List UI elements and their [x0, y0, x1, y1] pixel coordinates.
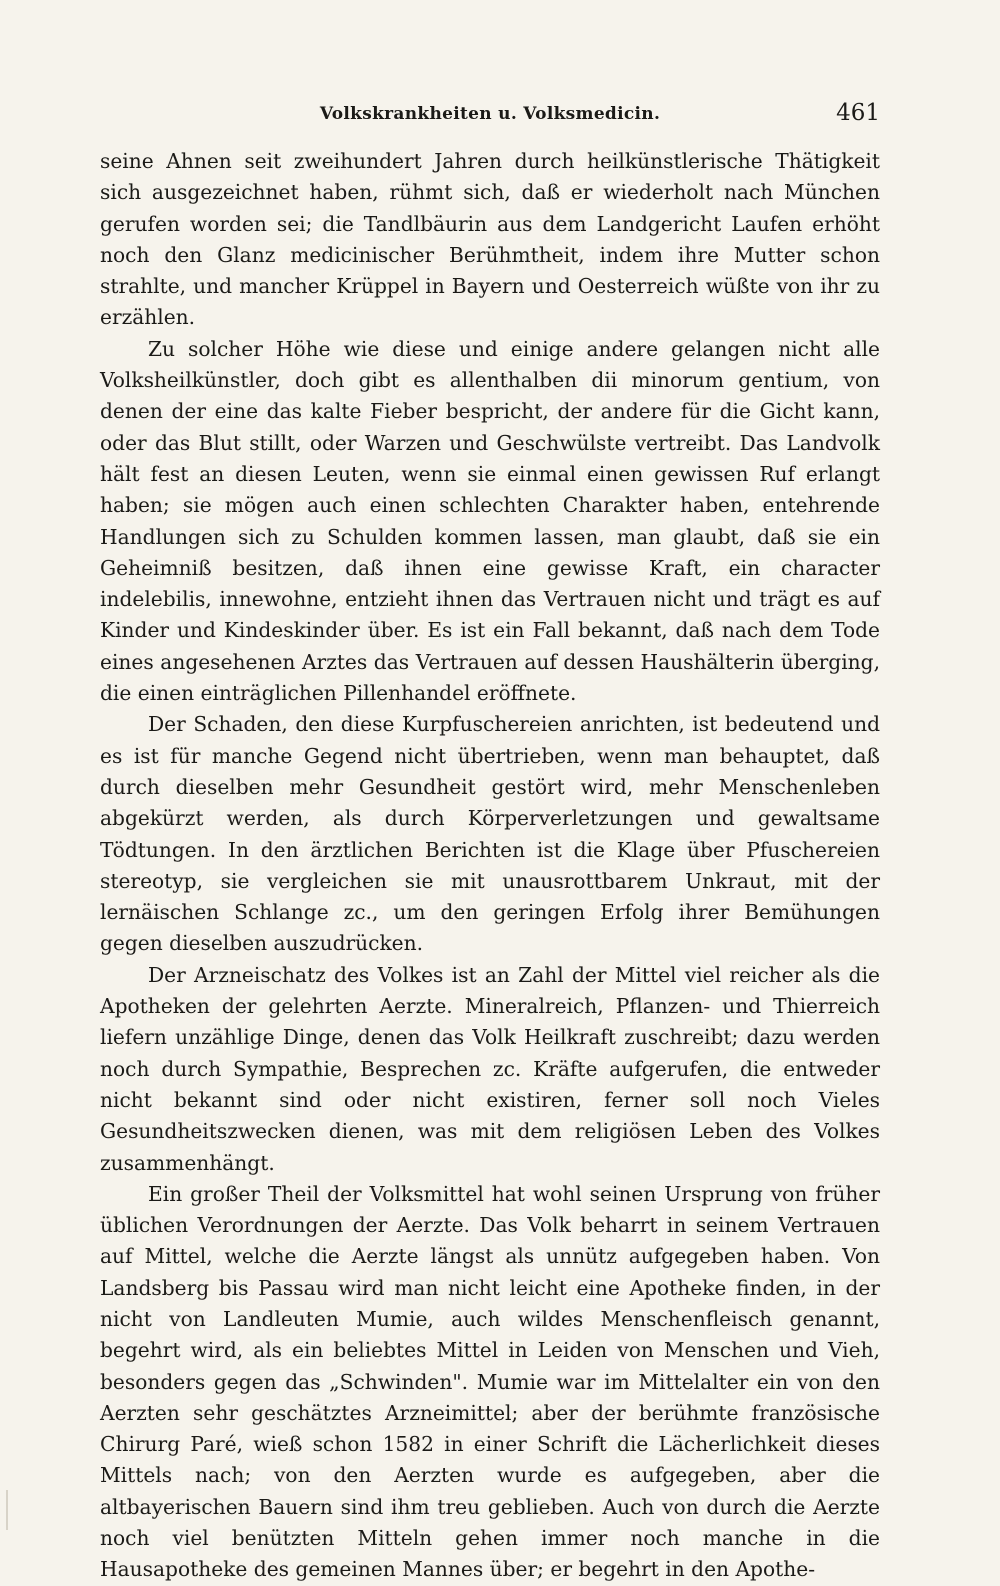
paragraph: Zu solcher Höhe wie diese und einige andere gelangen nicht alle Volksheilkünstler, doch gibt es allenthalben dii minorum gentium, von denen der eine das kalte Fieber bespricht, der andere für die Gicht kann, oder das Blut stillt, oder Warzen und Geschwülste vertreibt. Das Landvolk hält fest an diesen Leuten, wenn sie einmal einen gewissen Ruf erlangt haben; sie mögen auch einen schlechten Charakter haben, entehrende Handlungen sich zu Schulden kommen lassen, man glaubt, daß sie ein Geheimniß besitzen, daß ihnen eine gewisse Kraft, ein character indelebilis, innewohne, entzieht ihnen das Vertrauen nicht und trägt es auf Kinder und Kindeskinder über. Es ist ein Fall bekannt, daß nach dem Tode eines angesehenen Arztes das Vertrauen auf dessen Haushälterin überging, die einen einträglichen Pillenhandel eröffnete. — [100, 336, 880, 706]
running-title: Volkskrankheiten u. Volksmedicin. — [319, 104, 661, 124]
body-text — [100, 146, 880, 1586]
paragraph: seine Ahnen seit zweihundert Jahren durch heilkünstlerische Thätigkeit sich ausgezeichnet haben, rühmt sich, daß er wiederholt nach München gerufen worden sei; die Tandlbäurin aus dem Landgericht Laufen erhöht noch den Glanz medicinischer Berühmtheit, indem ihre Mutter schon strahlte, und mancher Krüppel in Bayern und Oesterreich wüßte von ihr zu erzählen. — [100, 149, 880, 330]
scan-edge-mark — [6, 1490, 8, 1530]
running-head — [100, 100, 880, 136]
paragraph: Der Schaden, den diese Kurpfuschereien anrichten, ist bedeutend und es ist für manche Gegend nicht übertrieben, wenn man behauptet, daß durch dieselben mehr Gesundheit gestört wird, mehr Menschenleben abgekürzt werden, als durch Körperverletzungen und gewaltsame Tödtungen. In den ärztlichen Berichten ist die Klage über Pfuschereien stereotyp, sie vergleichen sie mit unausrottbarem Unkraut, mit der lernäischen Schlange zc., um den geringen Erfolg ihrer Bemühungen gegen dieselben auszudrücken. — [100, 712, 880, 956]
paragraph: Der Arzneischatz des Volkes ist an Zahl der Mittel viel reicher als die Apotheken der gelehrten Aerzte. Mineralreich, Pflanzen- und Thierreich liefern unzählige Dinge, denen das Volk Heilkraft zuschreibt; dazu werden noch durch Sympathie, Besprechen zc. Kräfte aufgerufen, die entweder nicht bekannt sind oder nicht existiren, ferner soll noch Vieles Gesundheitszwecken dienen, was mit dem religiösen Leben des Volkes zusammenhängt. — [100, 962, 880, 1175]
page-number: 461 — [836, 100, 880, 126]
paragraph: Ein großer Theil der Volksmittel hat wohl seinen Ursprung von früher üblichen Verordnungen der Aerzte. Das Volk beharrt in seinem Vertrauen auf Mittel, welche die Aerzte längst als unnütz aufgegeben haben. Von Landsberg bis Passau wird man nicht leicht eine Apotheke finden, in der nicht von Landleuten Mumie, auch wildes Menschenfleisch genannt, begehrt wird, als ein beliebtes Mittel in Leiden von Menschen und Vieh, besonders gegen das „Schwinden". Mumie war im Mittelalter ein von den Aerzten sehr geschätztes Arzneimittel; aber der berühmte französische Chirurg Paré, wieß schon 1582 in einer Schrift die Lächerlichkeit dieses Mittels nach; von den Aerzten wurde es aufgegeben, aber die altbayerischen Bauern sind ihm treu geblieben. Auch von durch die Aerzte noch viel benützten Mitteln gehen immer noch manche in die Hausapotheke des gemeinen Mannes über; er begehrt in den Apothe- — [100, 1181, 880, 1582]
